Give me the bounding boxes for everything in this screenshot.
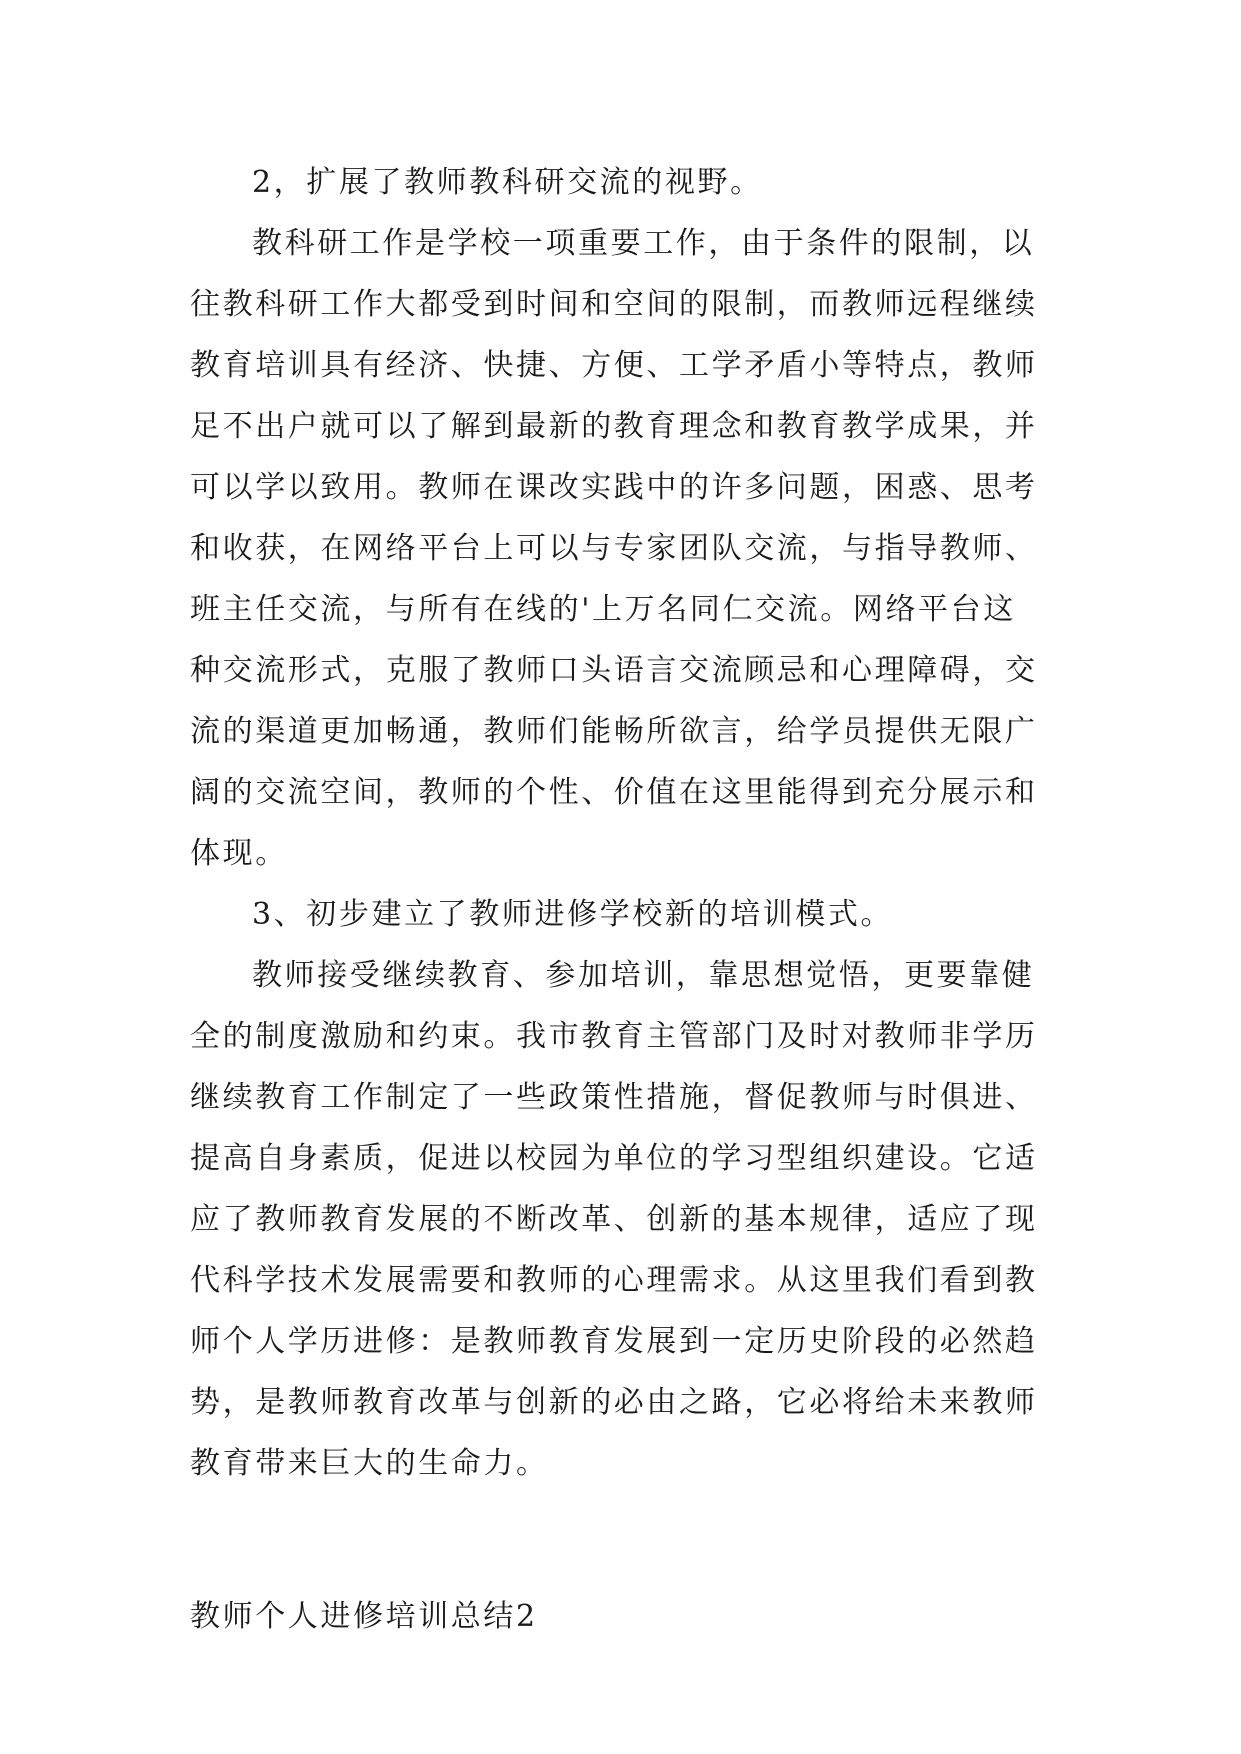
paragraph-line: 往教科研工作大都受到时间和空间的限制，而教师远程继续 [190, 287, 1038, 322]
paragraph-line: 可以学以致用。教师在课改实践中的许多问题，困惑、思考 [190, 470, 1038, 505]
paragraph-line: 教育带来巨大的生命力。 [190, 1446, 549, 1481]
section-2-heading: 2，扩展了教师教科研交流的视野。 [252, 165, 763, 200]
paragraph-line: 班主任交流，与所有在线的'上万名同仁交流。网络平台这 [190, 592, 1016, 627]
paragraph-line: 教师接受继续教育、参加培训，靠思想觉悟，更要靠健 [252, 958, 1035, 993]
paragraph-line: 代科学技术发展需要和教师的心理需求。从这里我们看到教 [190, 1263, 1038, 1298]
paragraph-line: 势，是教师教育改革与创新的必由之路，它必将给未来教师 [190, 1385, 1038, 1420]
paragraph-line: 流的渠道更加畅通，教师们能畅所欲言，给学员提供无限广 [190, 714, 1038, 749]
section-3-heading: 3、初步建立了教师进修学校新的培训模式。 [252, 897, 894, 932]
next-document-title: 教师个人进修培训总结2 [190, 1599, 538, 1634]
paragraph-line: 体现。 [190, 836, 288, 871]
paragraph-line: 和收获，在网络平台上可以与专家团队交流，与指导教师、 [190, 531, 1038, 566]
paragraph-line: 种交流形式，克服了教师口头语言交流顾忌和心理障碍，交 [190, 653, 1038, 688]
paragraph-line: 全的制度激励和约束。我市教育主管部门及时对教师非学历 [190, 1019, 1038, 1054]
paragraph-line: 继续教育工作制定了一些政策性措施，督促教师与时俱进、 [190, 1080, 1038, 1115]
paragraph-line: 应了教师教育发展的不断改革、创新的基本规律，适应了现 [190, 1202, 1038, 1237]
document-body [190, 152, 1060, 1647]
paragraph-line: 教育培训具有经济、快捷、方便、工学矛盾小等特点，教师 [190, 348, 1038, 383]
paragraph-line: 足不出户就可以了解到最新的教育理念和教育教学成果，并 [190, 409, 1038, 444]
paragraph-line: 阔的交流空间，教师的个性、价值在这里能得到充分展示和 [190, 775, 1038, 810]
paragraph-line: 教科研工作是学校一项重要工作，由于条件的限制，以 [252, 226, 1035, 261]
paragraph-line: 提高自身素质，促进以校园为单位的学习型组织建设。它适 [190, 1141, 1038, 1176]
paragraph-line: 师个人学历进修：是教师教育发展到一定历史阶段的必然趋 [190, 1324, 1038, 1359]
section-spacer [190, 1494, 1060, 1586]
